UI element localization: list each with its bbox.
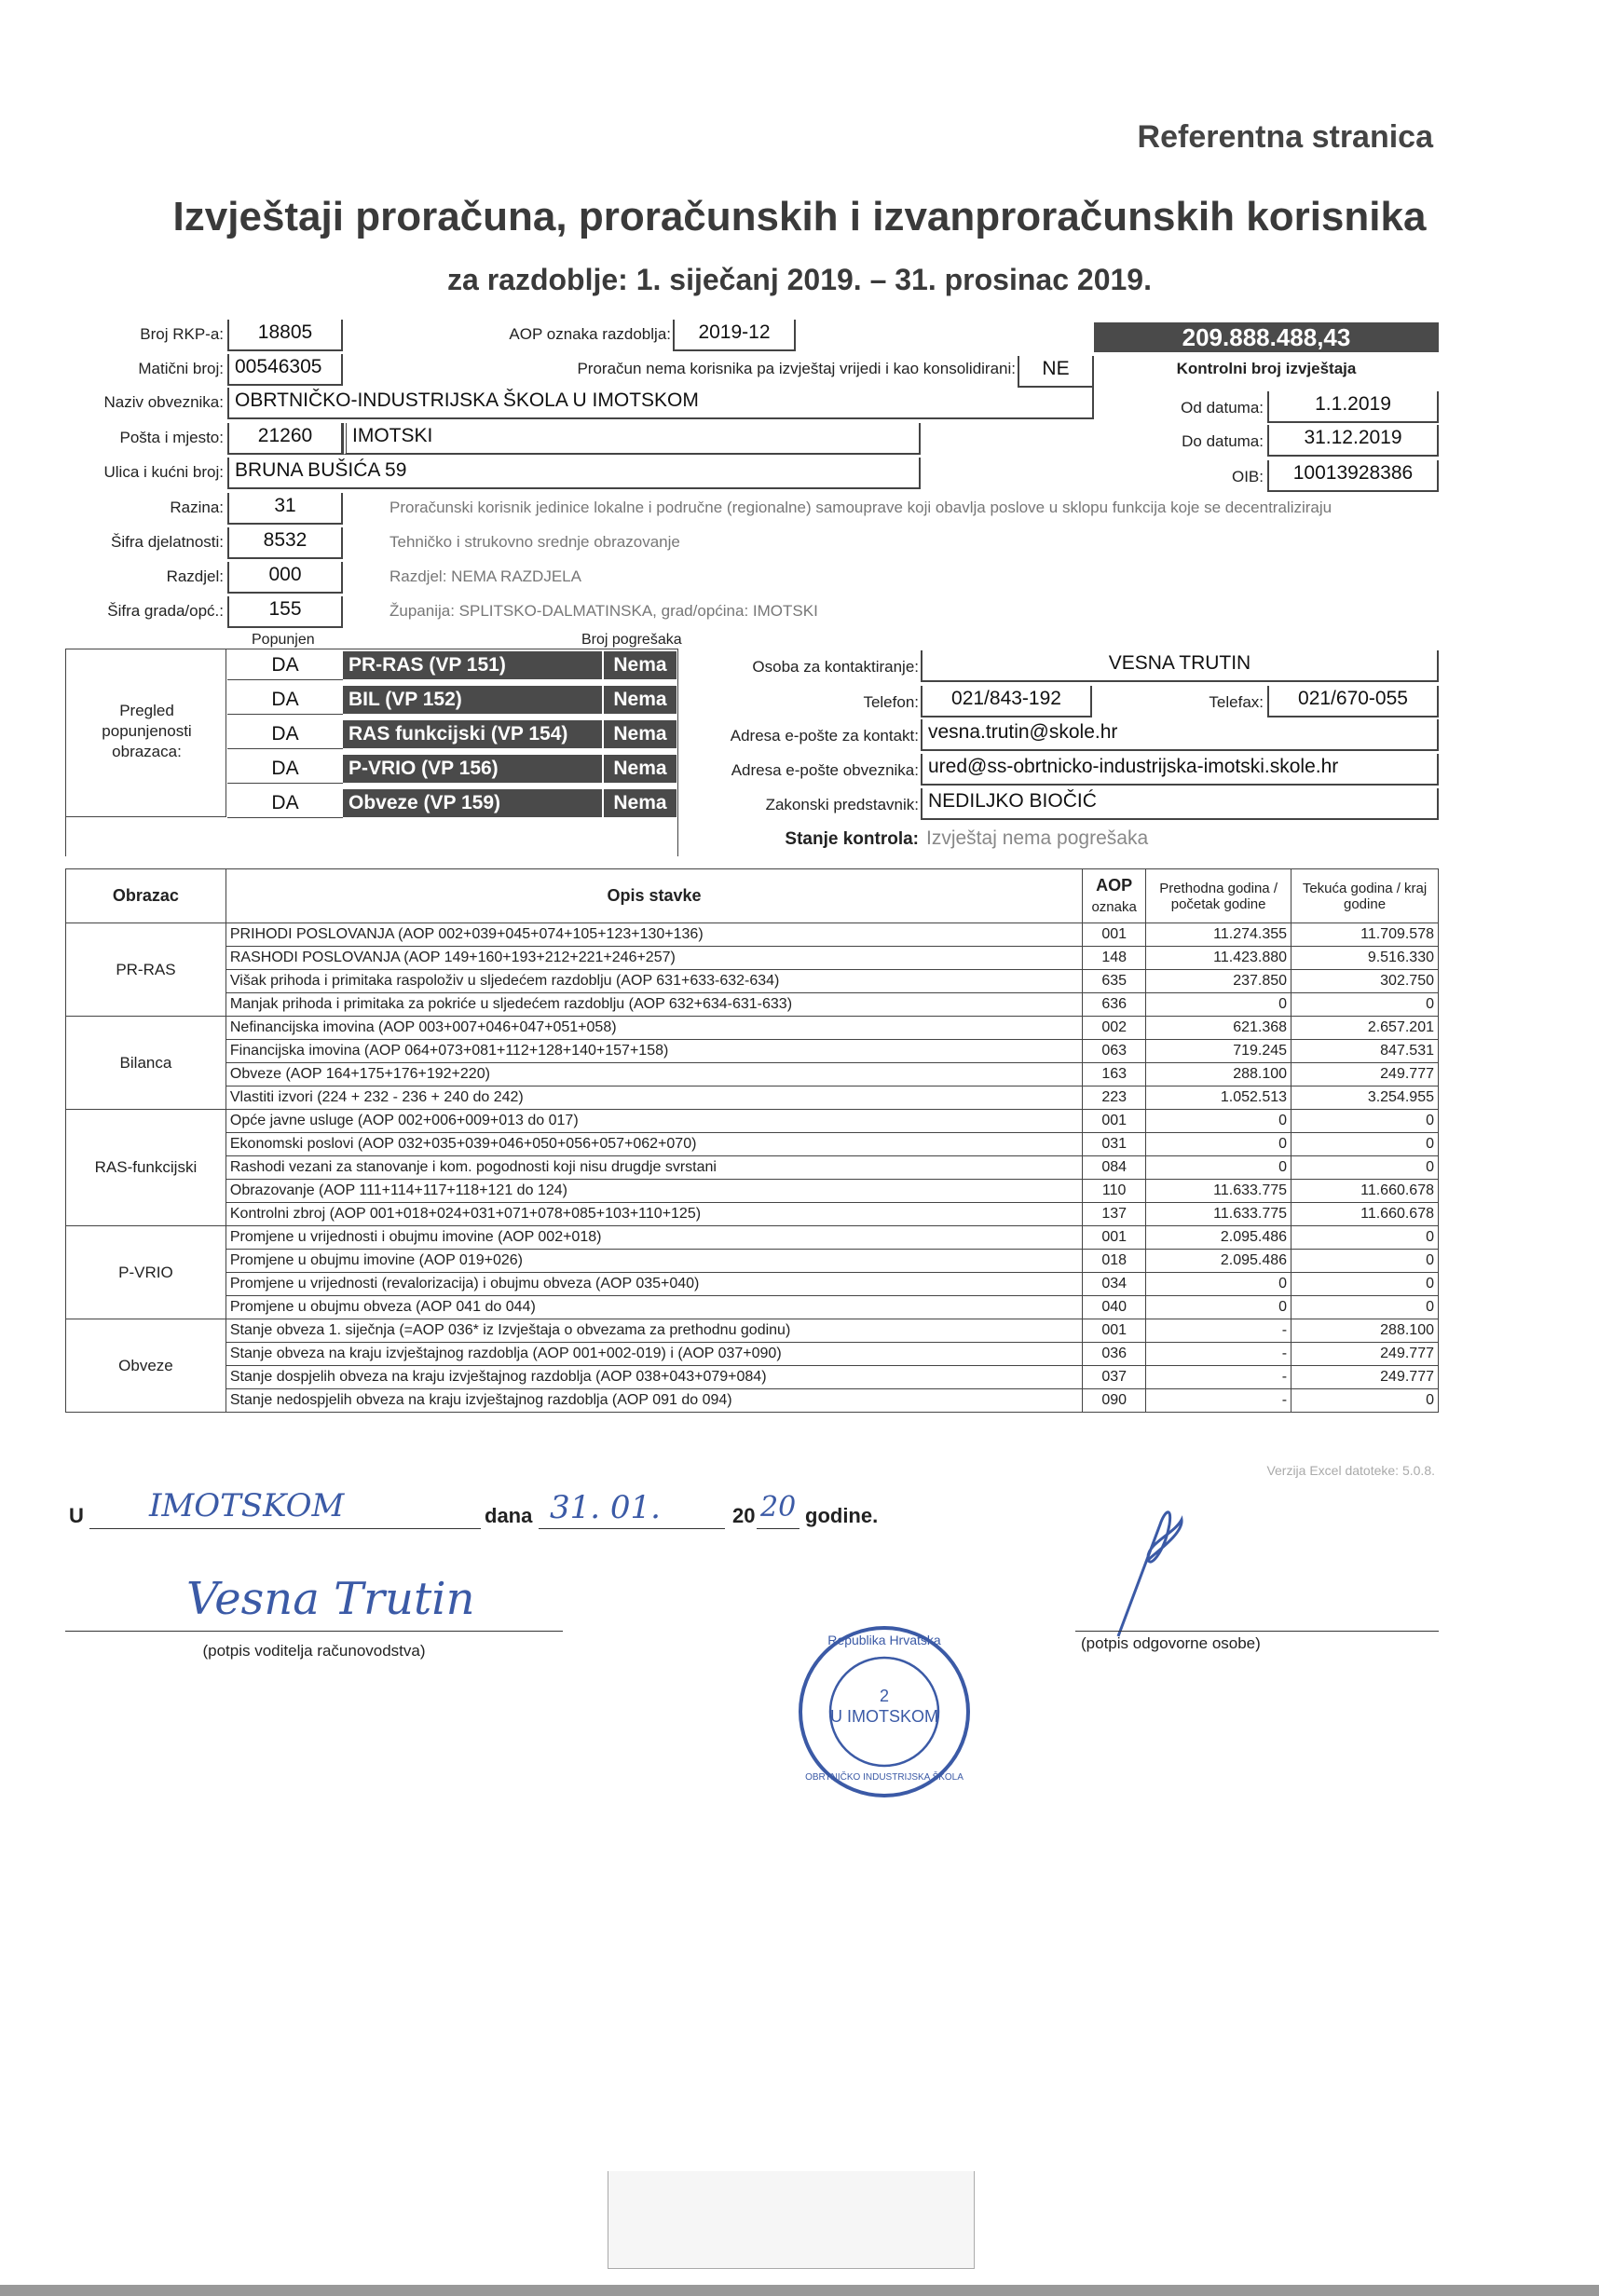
do-field: 31.12.2019 <box>1267 425 1439 457</box>
table-row <box>66 1296 1439 1319</box>
razina-field: 31 <box>227 493 343 525</box>
row-description: Nefinancijska imovina (AOP 003+007+046+047+051+058) <box>226 1017 1082 1040</box>
row-description: Stanje dospjelih obveza na kraju izvještajnog razdoblja (AOP 038+043+079+084) <box>226 1366 1082 1389</box>
row-previous-value: 11.423.880 <box>1146 947 1292 970</box>
row-current-value: 9.516.330 <box>1292 947 1439 970</box>
row-aop: 090 <box>1083 1389 1146 1413</box>
row-current-value: 0 <box>1292 1273 1439 1296</box>
table-row <box>66 1040 1439 1063</box>
accountant-sig-label: (potpis voditelja računovodstva) <box>202 1642 426 1660</box>
row-aop: 037 <box>1083 1366 1146 1389</box>
pop-da-2: DA <box>227 686 343 715</box>
sifra-dj-desc: Tehničko i strukovno srednje obrazovanje <box>390 533 680 551</box>
mjesto-field: IMOTSKI <box>343 423 921 455</box>
summary-table <box>65 868 1439 1413</box>
row-aop: 034 <box>1083 1273 1146 1296</box>
row-aop: 031 <box>1083 1133 1146 1156</box>
row-aop: 001 <box>1083 923 1146 947</box>
row-previous-value: - <box>1146 1389 1292 1413</box>
table-row <box>66 1017 1439 1040</box>
predstavnik-field: NEDILJKO BIOČIĆ <box>921 788 1439 820</box>
row-description: Opće javne usluge (AOP 002+006+009+013 do 017) <box>226 1110 1082 1133</box>
th-aop-label: AOP <box>1096 875 1133 895</box>
osoba-label: Osoba za kontaktiranje: <box>752 658 919 676</box>
pop-da-3: DA <box>227 720 343 749</box>
pop-form-3: RAS funkcijski (VP 154) <box>343 720 602 748</box>
pop-da-5: DA <box>227 789 343 818</box>
year-handwritten: 20 <box>760 1491 797 1524</box>
pop-form-4: P-VRIO (VP 156) <box>343 755 602 783</box>
table-row <box>66 1389 1439 1413</box>
table-row <box>66 1180 1439 1203</box>
row-description: Kontrolni zbroj (AOP 001+018+024+031+071+078+085+103+110+125) <box>226 1203 1082 1226</box>
director-sig-line <box>1075 1631 1439 1632</box>
row-current-value: 11.660.678 <box>1292 1203 1439 1226</box>
row-previous-value: 1.052.513 <box>1146 1086 1292 1110</box>
row-aop: 110 <box>1083 1180 1146 1203</box>
sifra-dj-label: Šifra djelatnosti: <box>111 533 224 551</box>
year-line <box>757 1528 800 1529</box>
godine-label: godine. <box>805 1504 879 1527</box>
table-row <box>66 1110 1439 1133</box>
reference-page-label: Referentna stranica <box>1137 119 1433 155</box>
konsolidirani-field: NE <box>1018 356 1094 388</box>
accountant-sig-line <box>65 1631 563 1632</box>
th-opis: Opis stavke <box>226 869 1082 923</box>
stamp-center: U IMOTSKOM <box>830 1707 938 1726</box>
table-row <box>66 1156 1439 1180</box>
row-current-value: 2.657.201 <box>1292 1017 1439 1040</box>
row-previous-value: 11.274.355 <box>1146 923 1292 947</box>
row-previous-value: 0 <box>1146 993 1292 1017</box>
razdjel-field: 000 <box>227 562 343 594</box>
row-aop: 137 <box>1083 1203 1146 1226</box>
scan-bottom-edge <box>0 2285 1599 2296</box>
row-aop: 223 <box>1083 1086 1146 1110</box>
row-previous-value: - <box>1146 1366 1292 1389</box>
row-aop: 636 <box>1083 993 1146 1017</box>
aop-period-field: 2019-12 <box>673 320 796 351</box>
date-line <box>539 1528 725 1529</box>
row-current-value: 0 <box>1292 1250 1439 1273</box>
rkp-label: Broj RKP-a: <box>140 325 224 343</box>
row-description: Stanje nedospjelih obveza na kraju izvještajnog razdoblja (AOP 091 do 094) <box>226 1389 1082 1413</box>
row-description: Vlastiti izvori (224 + 232 - 236 + 240 do 242) <box>226 1086 1082 1110</box>
row-current-value: 0 <box>1292 1156 1439 1180</box>
osoba-field: VESNA TRUTIN <box>921 650 1439 682</box>
row-aop: 040 <box>1083 1296 1146 1319</box>
email-kontakt-field: vesna.trutin@skole.hr <box>921 719 1439 751</box>
naziv-field: OBRTNIČKO-INDUSTRIJSKA ŠKOLA U IMOTSKOM <box>227 388 1094 419</box>
row-description: Obrazovanje (AOP 111+114+117+118+121 do 124) <box>226 1180 1082 1203</box>
th-tekuca: Tekuća godina / kraj godine <box>1292 869 1439 923</box>
row-current-value: 249.777 <box>1292 1343 1439 1366</box>
row-current-value: 0 <box>1292 1296 1439 1319</box>
pop-errors-5: Nema <box>602 789 676 817</box>
email-obveznik-label: Adresa e-pošte obveznika: <box>731 761 919 779</box>
report-period: za razdoblje: 1. siječanj 2019. – 31. prosinac 2019. <box>447 263 1152 296</box>
th-prethodna: Prethodna godina / početak godine <box>1146 869 1292 923</box>
maticni-label: Matični broj: <box>138 360 224 377</box>
row-current-value: 11.709.578 <box>1292 923 1439 947</box>
row-current-value: 249.777 <box>1292 1366 1439 1389</box>
pop-errors-2: Nema <box>602 686 676 714</box>
scan-artifact <box>608 2171 975 2269</box>
table-row <box>66 923 1439 947</box>
row-aop: 148 <box>1083 947 1146 970</box>
group-name: Bilanca <box>66 1017 226 1110</box>
stamp-bottom: OBRTNIČKO INDUSTRIJSKA ŠKOLA <box>805 1772 964 1783</box>
row-current-value: 249.777 <box>1292 1063 1439 1086</box>
pop-da-4: DA <box>227 755 343 784</box>
telefax-field: 021/670-055 <box>1267 686 1439 718</box>
pop-form-5: Obveze (VP 159) <box>343 789 602 817</box>
table-row <box>66 1250 1439 1273</box>
table-row <box>66 970 1439 993</box>
telefax-label: Telefax: <box>1209 693 1264 711</box>
row-description: Obveze (AOP 164+175+176+192+220) <box>226 1063 1082 1086</box>
row-current-value: 0 <box>1292 993 1439 1017</box>
sifra-grada-field: 155 <box>227 596 343 628</box>
stamp-number: 2 <box>879 1687 889 1705</box>
control-total: 209.888.488,43 <box>1094 322 1439 352</box>
stanje-value: Izvještaj nema pogrešaka <box>926 827 1149 849</box>
row-description: Promjene u obujmu obveza (AOP 041 do 044) <box>226 1296 1082 1319</box>
razina-label: Razina: <box>170 499 224 516</box>
row-aop: 001 <box>1083 1110 1146 1133</box>
row-current-value: 847.531 <box>1292 1040 1439 1063</box>
row-previous-value: 11.633.775 <box>1146 1180 1292 1203</box>
email-obveznik-field: ured@ss-obrtnicko-industrijska-imotski.skole.hr <box>921 754 1439 786</box>
row-current-value: 288.100 <box>1292 1319 1439 1343</box>
row-previous-value: 11.633.775 <box>1146 1203 1292 1226</box>
row-aop: 163 <box>1083 1063 1146 1086</box>
dana-label: dana <box>485 1504 533 1527</box>
date-handwritten: 31. 01. <box>550 1489 661 1526</box>
row-description: Promjene u obujmu imovine (AOP 019+026) <box>226 1250 1082 1273</box>
row-current-value: 0 <box>1292 1389 1439 1413</box>
official-stamp <box>796 1623 973 1800</box>
email-kontakt-label: Adresa e-pošte za kontakt: <box>730 727 919 745</box>
razina-desc: Proračunski korisnik jedinice lokalne i područne (regionalne) samouprave koji obavlja poslove u sklopu funkcija koje se decentraliziraju <box>390 499 1332 516</box>
row-previous-value: 288.100 <box>1146 1063 1292 1086</box>
row-previous-value: 0 <box>1146 1156 1292 1180</box>
table-row <box>66 1133 1439 1156</box>
sifra-grada-label: Šifra grada/opć.: <box>107 602 224 620</box>
row-current-value: 0 <box>1292 1133 1439 1156</box>
row-current-value: 11.660.678 <box>1292 1180 1439 1203</box>
year-prefix: 20 <box>732 1504 756 1527</box>
row-aop: 084 <box>1083 1156 1146 1180</box>
row-description: Promjene u vrijednosti (revalorizacija) i obujmu obveza (AOP 035+040) <box>226 1273 1082 1296</box>
row-description: RASHODI POSLOVANJA (AOP 149+160+193+212+221+246+257) <box>226 947 1082 970</box>
od-label: Od datuma: <box>1181 399 1264 417</box>
table-row <box>66 1063 1439 1086</box>
pop-form-1: PR-RAS (VP 151) <box>343 651 602 679</box>
place-handwritten: IMOTSKOM <box>149 1487 345 1524</box>
row-description: PRIHODI POSLOVANJA (AOP 002+039+045+074+105+123+130+136) <box>226 923 1082 947</box>
place-line <box>89 1528 481 1529</box>
table-row <box>66 1319 1439 1343</box>
oib-field: 10013928386 <box>1267 460 1439 492</box>
konsolidirani-label: Proračun nema korisnika pa izvještaj vrijedi i kao konsolidirani: <box>577 360 1016 377</box>
group-name: RAS-funkcijski <box>66 1110 226 1226</box>
row-aop: 002 <box>1083 1017 1146 1040</box>
table-row <box>66 1203 1439 1226</box>
ulica-label: Ulica i kućni broj: <box>103 463 224 481</box>
group-name: Obveze <box>66 1319 226 1413</box>
row-aop: 036 <box>1083 1343 1146 1366</box>
row-previous-value: 0 <box>1146 1110 1292 1133</box>
predstavnik-label: Zakonski predstavnik: <box>765 796 919 813</box>
telefon-field: 021/843-192 <box>921 686 1092 718</box>
th-aop <box>1083 869 1146 923</box>
row-previous-value: - <box>1146 1343 1292 1366</box>
posta-label: Pošta i mjesto: <box>119 429 224 446</box>
row-aop: 063 <box>1083 1040 1146 1063</box>
razdjel-label: Razdjel: <box>166 567 224 585</box>
stanje-label: Stanje kontrola: <box>785 829 919 849</box>
th-obrazac: Obrazac <box>66 869 226 923</box>
row-description: Financijska imovina (AOP 064+073+081+112+128+140+157+158) <box>226 1040 1082 1063</box>
row-previous-value: 621.368 <box>1146 1017 1292 1040</box>
sifra-grada-desc: Županija: SPLITSKO-DALMATINSKA, grad/općina: IMOTSKI <box>390 602 818 620</box>
th-aop-sub: oznaka <box>1091 898 1137 915</box>
row-previous-value: 237.850 <box>1146 970 1292 993</box>
pregled-label: Pregled popunjenosti obrazaca: <box>102 702 192 760</box>
pop-errors-4: Nema <box>602 755 676 783</box>
row-previous-value: 0 <box>1146 1296 1292 1319</box>
table-row <box>66 947 1439 970</box>
stamp-top: Republika Hrvatska <box>827 1633 941 1647</box>
do-label: Do datuma: <box>1182 432 1264 450</box>
excel-version: Verzija Excel datoteke: 5.0.8. <box>1266 1463 1435 1478</box>
rkp-field: 18805 <box>227 320 343 351</box>
greske-header: Broj pogrešaka <box>581 632 682 648</box>
row-current-value: 3.254.955 <box>1292 1086 1439 1110</box>
posta-field: 21260 <box>227 423 343 455</box>
ulica-field: BRUNA BUŠIĆA 59 <box>227 458 921 489</box>
row-aop: 001 <box>1083 1226 1146 1250</box>
row-description: Ekonomski poslovi (AOP 032+035+039+046+050+056+057+062+070) <box>226 1133 1082 1156</box>
row-description: Višak prihoda i primitaka raspoloživ u sljedećem razdoblju (AOP 631+633-632-634) <box>226 970 1082 993</box>
sifra-dj-field: 8532 <box>227 527 343 559</box>
u-label: U <box>69 1504 84 1527</box>
row-description: Rashodi vezani za stanovanje i kom. pogodnosti koji nisu drugdje svrstani <box>226 1156 1082 1180</box>
popunjen-header: Popunjen <box>252 632 315 648</box>
pop-errors-3: Nema <box>602 720 676 748</box>
row-description: Stanje obveza na kraju izvještajnog razdoblja (AOP 001+002-019) i (AOP 037+090) <box>226 1343 1082 1366</box>
director-signature <box>1090 1496 1202 1646</box>
row-previous-value: 2.095.486 <box>1146 1250 1292 1273</box>
row-description: Manjak prihoda i primitaka za pokriće u sljedećem razdoblju (AOP 632+634-631-633) <box>226 993 1082 1017</box>
row-aop: 018 <box>1083 1250 1146 1273</box>
od-field: 1.1.2019 <box>1267 391 1439 423</box>
row-previous-value: 719.245 <box>1146 1040 1292 1063</box>
row-description: Promjene u vrijednosti i obujmu imovine (AOP 002+018) <box>226 1226 1082 1250</box>
group-name: P-VRIO <box>66 1226 226 1319</box>
aop-period-label: AOP oznaka razdoblja: <box>509 325 671 343</box>
row-previous-value: 2.095.486 <box>1146 1226 1292 1250</box>
row-aop: 001 <box>1083 1319 1146 1343</box>
row-previous-value: - <box>1146 1319 1292 1343</box>
table-row <box>66 1366 1439 1389</box>
table-row <box>66 1086 1439 1110</box>
naziv-label: Naziv obveznika: <box>103 393 224 411</box>
table-row <box>66 1343 1439 1366</box>
oib-label: OIB: <box>1231 468 1264 485</box>
telefon-label: Telefon: <box>863 693 919 711</box>
row-previous-value: 0 <box>1146 1133 1292 1156</box>
group-name: PR-RAS <box>66 923 226 1017</box>
row-current-value: 0 <box>1292 1110 1439 1133</box>
report-title: Izvještaji proračuna, proračunskih i izvanproračunskih korisnika <box>172 194 1427 239</box>
table-row <box>66 1226 1439 1250</box>
razdjel-desc: Razdjel: NEMA RAZDJELA <box>390 567 581 585</box>
pop-form-2: BIL (VP 152) <box>343 686 602 714</box>
maticni-field: 00546305 <box>227 354 343 386</box>
pop-errors-1: Nema <box>602 651 676 679</box>
pop-da-1: DA <box>227 651 343 680</box>
control-total-label: Kontrolni broj izvještaja <box>1176 360 1357 377</box>
table-row <box>66 993 1439 1017</box>
row-current-value: 302.750 <box>1292 970 1439 993</box>
row-description: Stanje obveza 1. siječnja (=AOP 036* iz Izvještaja o obvezama za prethodnu godinu) <box>226 1319 1082 1343</box>
accountant-signature: Vesna Trutin <box>186 1573 475 1625</box>
row-aop: 635 <box>1083 970 1146 993</box>
row-current-value: 0 <box>1292 1226 1439 1250</box>
director-sig-label: (potpis odgovorne osobe) <box>1081 1634 1261 1652</box>
table-row <box>66 1273 1439 1296</box>
row-previous-value: 0 <box>1146 1273 1292 1296</box>
